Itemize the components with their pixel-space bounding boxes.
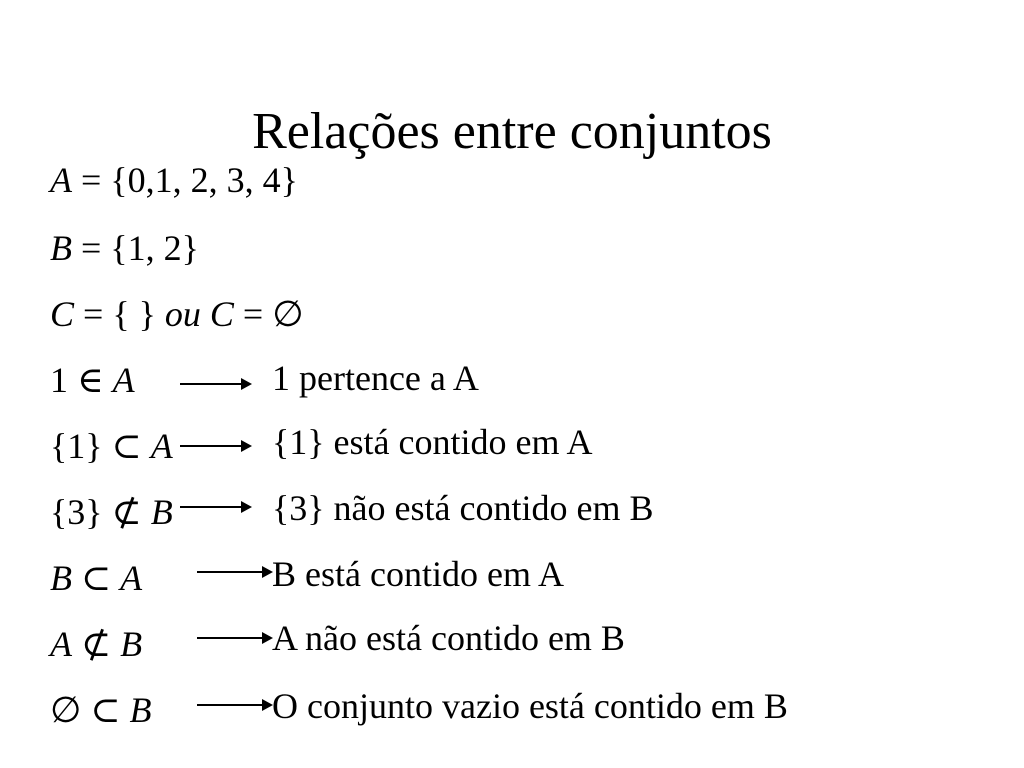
relation-5-description: A não está contido em B bbox=[272, 618, 625, 658]
relation-6-expression bbox=[50, 688, 152, 732]
set-a-name: A bbox=[50, 160, 72, 200]
relation-3-expression bbox=[50, 490, 173, 534]
relation-1-pre: 1 ∈ bbox=[50, 360, 104, 400]
set-c-name: C bbox=[50, 294, 75, 334]
set-a-elements: = {0,1, 2, 3, 4} bbox=[81, 160, 298, 200]
relation-6-description: O conjunto vazio está contido em B bbox=[272, 686, 788, 726]
arrow-5 bbox=[197, 637, 271, 639]
relation-2-expression bbox=[50, 424, 173, 468]
arrow-6 bbox=[197, 704, 271, 706]
relation-4-description: B está contido em A bbox=[272, 554, 564, 594]
relation-4-symbol: ⊂ bbox=[81, 558, 112, 598]
arrow-1 bbox=[180, 383, 250, 385]
relation-1-set: A bbox=[112, 360, 135, 400]
set-b-elements: = {1, 2} bbox=[81, 228, 199, 268]
set-b-name: B bbox=[50, 228, 72, 268]
arrow-2 bbox=[180, 445, 250, 447]
relation-1-expression bbox=[50, 358, 135, 402]
relation-2-set: A bbox=[150, 426, 173, 466]
arrow-3 bbox=[180, 506, 250, 508]
relation-6-pre: ∅ ⊂ bbox=[50, 690, 121, 730]
set-c-empty-braces: = { } bbox=[83, 294, 156, 334]
relation-5-left: A bbox=[50, 624, 72, 664]
relation-4-right: A bbox=[120, 558, 143, 598]
relation-1-description: 1 pertence a A bbox=[272, 358, 479, 398]
relation-6-set: B bbox=[129, 690, 152, 730]
relation-4-expression bbox=[50, 556, 142, 600]
relation-5-symbol: ⊄ bbox=[81, 624, 112, 664]
definition-b bbox=[50, 226, 199, 270]
connector-ou: ou bbox=[164, 294, 201, 334]
relation-5-expression bbox=[50, 622, 142, 666]
definition-c bbox=[50, 292, 304, 336]
relation-3-description: {3} não está contido em B bbox=[272, 488, 654, 528]
relation-4-left: B bbox=[50, 558, 72, 598]
slide-title: Relações entre conjuntos bbox=[252, 103, 772, 160]
relation-2-pre: {1} ⊂ bbox=[50, 426, 142, 466]
set-c-name-2: C bbox=[209, 294, 234, 334]
relation-3-set: B bbox=[150, 492, 173, 532]
relation-3-pre: {3} ⊄ bbox=[50, 492, 142, 532]
relation-2-description: {1} está contido em A bbox=[272, 422, 593, 462]
relation-5-right: B bbox=[120, 624, 143, 664]
set-c-empty-symbol: = ∅ bbox=[242, 294, 304, 334]
definition-a bbox=[50, 158, 298, 202]
arrow-4 bbox=[197, 571, 271, 573]
